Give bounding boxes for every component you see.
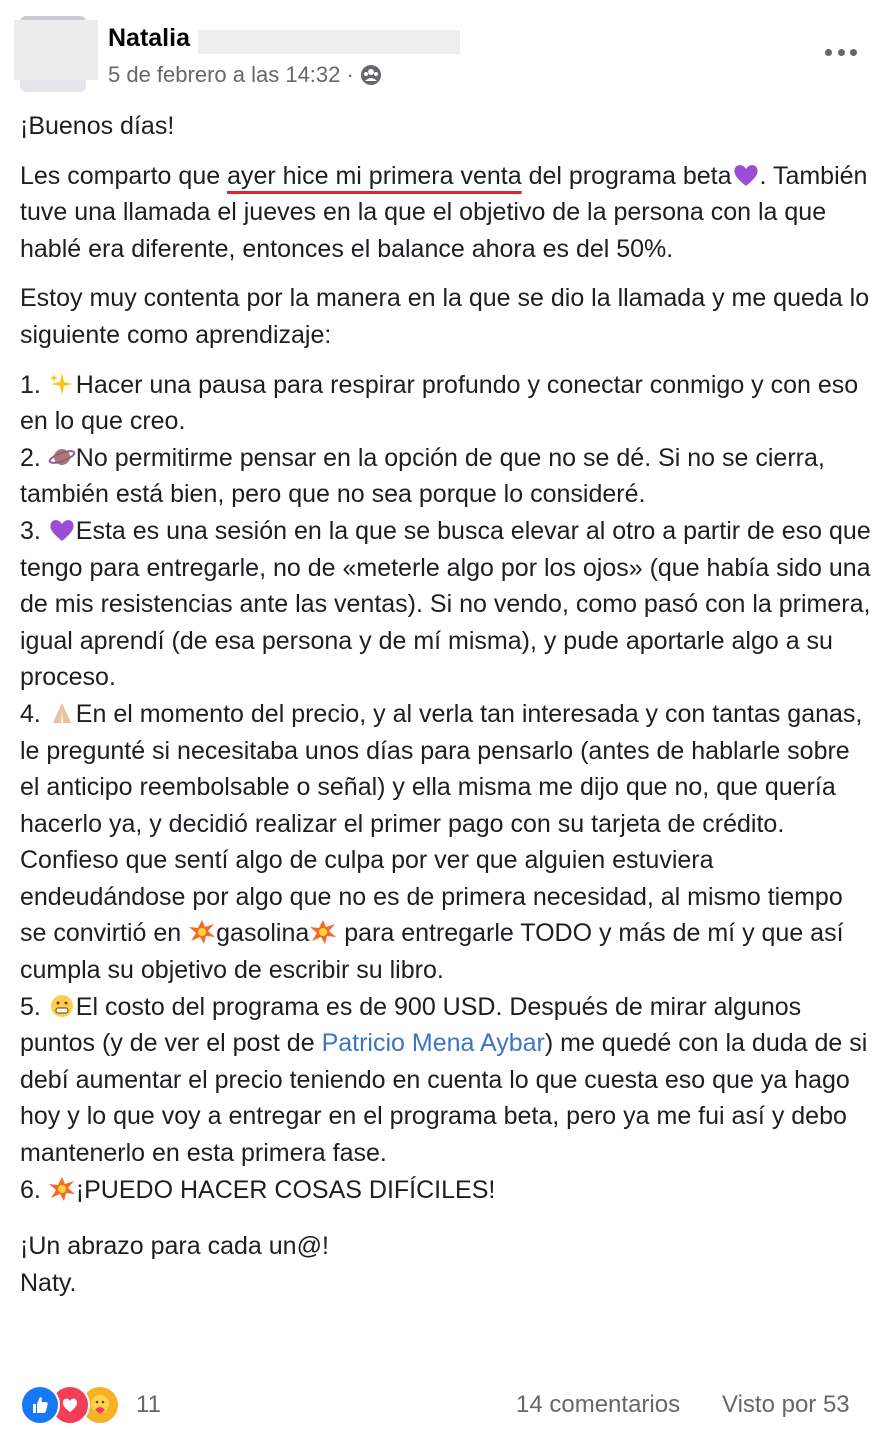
grimacing-face-icon bbox=[48, 993, 76, 1019]
mention-link[interactable]: Patricio Mena Aybar bbox=[321, 1029, 545, 1058]
text-segment: . También tuve una llamada el jueves en la que el objetivo de la persona con la que hablé era diferente, entonces el balance ahora es del 50%. bbox=[20, 161, 868, 263]
paragraph-sale bbox=[20, 158, 875, 268]
reaction-icons[interactable] bbox=[20, 1385, 110, 1425]
list-number: 2. bbox=[20, 443, 48, 472]
sparkles-icon bbox=[48, 371, 76, 397]
closing bbox=[20, 1228, 875, 1301]
author-name[interactable]: Natalia bbox=[108, 24, 190, 52]
closing-line: ¡Un abrazo para cada un@! bbox=[20, 1232, 329, 1261]
post-timestamp[interactable]: 5 de febrero a las 14:32 · bbox=[108, 62, 354, 87]
list-item: El costo del programa es de 900 USD. Después de mirar algunos puntos (y de ver el post de bbox=[20, 992, 802, 1058]
list-number: 3. bbox=[20, 516, 48, 545]
list-item: ¡PUEDO HACER COSAS DIFÍCILES! bbox=[75, 1175, 496, 1204]
learning-list bbox=[20, 367, 875, 1209]
post-body bbox=[20, 108, 875, 1301]
redaction-block bbox=[14, 20, 98, 80]
list-item-fragment: ) me quedé con la duda de si debí aumentar el precio teniendo en cuenta lo que cuesta eso que ya hago hoy y lo que voy a entregar en el programa beta, pero ya me fui así y debo mantenerlo en esta primera fase. bbox=[20, 1029, 868, 1168]
list-number: 1. bbox=[20, 370, 48, 399]
signature: Naty. bbox=[20, 1268, 77, 1297]
more-dots-icon[interactable] bbox=[825, 40, 857, 64]
highlighted-text: ayer hice mi primera venta bbox=[227, 161, 522, 190]
text-segment: del programa beta bbox=[521, 161, 732, 190]
list-item: No permitirme pensar en la opción de que no se dé. Si no se cierra, también está bien, pero que no sea porque lo consideré. bbox=[20, 443, 825, 509]
post-footer bbox=[0, 1383, 895, 1427]
list-number: 4. bbox=[20, 699, 48, 728]
purple-heart-icon bbox=[48, 517, 76, 543]
collision-icon bbox=[188, 919, 216, 945]
post-meta bbox=[108, 62, 382, 88]
purple-heart-icon bbox=[732, 162, 760, 188]
reaction-count[interactable]: 11 bbox=[136, 1391, 161, 1418]
collision-icon bbox=[309, 919, 337, 945]
list-number: 6. bbox=[20, 1175, 48, 1204]
list-item: Esta es una sesión en la que se busca elevar al otro a partir de eso que tengo para entregarle, no de «meterle algo por los ojos» (que había sido una de mis resistencias ante las ventas). Si no vendo, como pasó con la primera, igual aprendí (de esa persona y de mí misma), y pude aportarle algo a su proceso. bbox=[20, 516, 871, 692]
collision-icon bbox=[48, 1176, 76, 1202]
list-item: Hacer una pausa para respirar profundo y conectar conmigo y con eso en lo que creo. bbox=[20, 370, 859, 436]
list-item-fragment: para entregarle TODO y más de mí y que así cumpla su objetivo de escribir su libro. bbox=[20, 919, 844, 985]
post-header bbox=[0, 0, 895, 100]
group-icon bbox=[360, 64, 382, 86]
paragraph-learning: Estoy muy contenta por la manera en la que se dio la llamada y me queda lo siguiente como aprendizaje: bbox=[20, 284, 870, 349]
list-item-fragment: gasolina bbox=[216, 919, 310, 948]
folded-hands-icon bbox=[48, 700, 76, 726]
text-segment: Les comparto que bbox=[20, 161, 228, 190]
comments-count[interactable]: 14 comentarios bbox=[516, 1391, 681, 1418]
greeting: ¡Buenos días! bbox=[20, 112, 175, 140]
seen-by-count[interactable]: Visto por 53 bbox=[722, 1391, 850, 1418]
list-number: 5. bbox=[20, 992, 48, 1021]
like-icon bbox=[20, 1385, 60, 1425]
name-redaction bbox=[198, 30, 460, 54]
list-item: En el momento del precio, y al verla tan interesada y con tantas ganas, le pregunté si necesitaba unos días para pensarlo (antes de hablarle sobre el anticipo reembolsable o señal) y ella misma me dijo que no, que quería hacerlo ya, y decidió realizar el primer pago con su tarjeta de crédito. Confieso que sentí algo de culpa por ver que alguien estuviera endeudándose por algo que no es de primera necesidad, al mismo tiempo se convirtió en bbox=[20, 699, 863, 948]
ringed-planet-icon bbox=[48, 444, 76, 470]
